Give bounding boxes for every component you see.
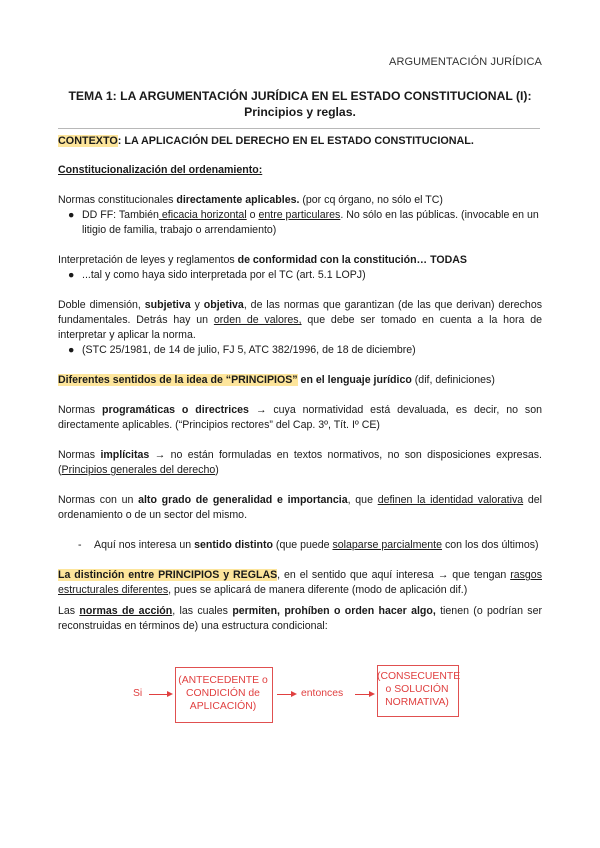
- text-run-bold: subjetiva: [144, 299, 191, 311]
- text-run-underline: entre particulares: [258, 209, 341, 221]
- text-run-bold: de conformidad con la constitución… TODAS: [237, 254, 467, 266]
- list-item: [68, 208, 542, 238]
- consecuente-line-2: o SOLUCIÓN: [385, 684, 449, 695]
- text-run-bold-underline: normas de acción: [79, 605, 173, 617]
- bullet-dot-icon: ●: [68, 209, 75, 221]
- constitucionalizacion-heading: Constitucionalización del ordenamiento:: [58, 164, 263, 176]
- text-run: con los dos últimos): [442, 539, 539, 551]
- text-run: del ordenamiento o de un sector del mismo.: [58, 494, 543, 521]
- paragraph-generalidad: [58, 493, 542, 523]
- paragraph-distincion: [58, 568, 542, 598]
- document-title: [40, 88, 560, 120]
- consecuente-line-1: (CONSECUENTE: [377, 671, 461, 682]
- text-run: tienen (o podrían ser reconstruidas en términos de) una estructura condicional:: [58, 605, 542, 632]
- text-run-underline: Principios generales del derecho: [61, 464, 216, 476]
- dash-mark: -: [78, 539, 82, 551]
- text-run: Normas constitucionales: [58, 194, 177, 206]
- arrow-si-line: [149, 694, 167, 695]
- text-run: Interpretación de leyes y reglamentos: [58, 254, 238, 266]
- paragraph-aplicables: [58, 193, 542, 208]
- text-run: → no están formuladas en textos normativos, no son disposiciones expresas. (: [58, 449, 543, 476]
- text-run-bold: directamente aplicables.: [176, 194, 300, 206]
- text-run-highlight: La distinción entre PRINCIPIOS y REGLAS: [58, 569, 278, 581]
- text-run-bold: sentido distinto: [194, 539, 273, 551]
- antecedente-line-3: APLICACIÓN): [189, 701, 257, 712]
- bullet-list-stc: [58, 343, 542, 358]
- arrow-entonces-head-icon: [369, 691, 375, 697]
- text-run: Las: [58, 605, 80, 617]
- running-header: ARGUMENTACIÓN JURÍDICA: [389, 56, 542, 68]
- document-body: [58, 134, 542, 634]
- contexto-heading: [58, 134, 542, 149]
- list-item: [68, 343, 542, 358]
- arrow-si-head-icon: [167, 691, 173, 697]
- text-run: que debe ser tomado en cuenta a la hora de interpretar y aplicar la norma.: [58, 314, 543, 341]
- text-run-underline: orden de valores,: [213, 314, 302, 326]
- title-divider: [58, 128, 540, 129]
- text-run: → cuya normatividad está devaluada, es decir, no son directamente aplicables. (“Principios rectores” del Cap. 3º, Tít. Iº CE): [58, 404, 542, 431]
- text-run: , de las normas que garantizan (de las que derivan) derechos fundamentales. Detrás hay un: [58, 299, 543, 326]
- paragraph-interpretacion: [58, 253, 542, 268]
- arrow-entonces-line: [355, 694, 369, 695]
- text-run: Normas: [58, 449, 101, 461]
- text-run: ...tal y como haya sido interpretada por el TC (art. 5.1 LOPJ): [82, 269, 366, 281]
- text-run: ): [215, 464, 219, 476]
- contexto-text: : LA APLICACIÓN DEL DERECHO EN EL ESTADO CONSTITUCIONAL.: [117, 135, 474, 147]
- title-line-2: Principios y reglas.: [244, 105, 356, 119]
- text-run-bold: programáticas o directrices: [102, 404, 249, 416]
- paragraph-doble-dimension: [58, 298, 542, 343]
- text-run: Normas: [58, 404, 102, 416]
- contexto-label: CONTEXTO: [58, 135, 118, 147]
- bullet-list-tc: [58, 268, 542, 283]
- text-run-bold: en el lenguaje jurídico: [297, 374, 412, 386]
- text-run: , en el sentido que aquí interesa → que tengan: [277, 569, 511, 581]
- text-run: DD FF: También: [82, 209, 159, 221]
- antecedente-line-1: (ANTECEDENTE o: [178, 675, 268, 686]
- text-run-highlight: Diferentes sentidos de la idea de “PRINCIPIOS”: [58, 374, 298, 386]
- diagram-entonces-label: entonces: [301, 688, 344, 699]
- text-run: , pues se aplicará de manera diferente (modo de aplicación dif.): [168, 584, 468, 596]
- text-run-bold: objetiva: [203, 299, 244, 311]
- arrow-mid-head-icon: [291, 691, 297, 697]
- list-item: [68, 268, 542, 283]
- conditional-structure-diagram: [125, 663, 475, 725]
- text-run-underline: eficacia horizontal: [158, 209, 247, 221]
- diagram-si-label: Si: [133, 688, 143, 699]
- text-run-underline: definen la identidad valorativa: [377, 494, 524, 506]
- text-run-bold: implícitas: [100, 449, 150, 461]
- text-run: (dif, definiciones): [411, 374, 495, 386]
- consecuente-text: [377, 670, 461, 709]
- sentidos-heading: [58, 373, 542, 388]
- text-run: , las cuales: [172, 605, 233, 617]
- bullet-dot-icon: ●: [68, 344, 75, 356]
- text-run: o: [246, 209, 259, 221]
- text-run-underline: solaparse parcialmente: [332, 539, 443, 551]
- text-run: Normas con un: [58, 494, 139, 506]
- text-run: (que puede: [272, 539, 333, 551]
- antecedente-line-2: CONDICIÓN de: [186, 688, 260, 699]
- text-run: (STC 25/1981, de 14 de julio, FJ 5, ATC 382/1996, de 18 de diciembre): [82, 344, 416, 356]
- paragraph-normas-accion: [58, 604, 542, 634]
- consecuente-line-3: NORMATIVA): [385, 697, 449, 708]
- arrow-mid-line: [277, 694, 291, 695]
- text-run: (por cq órgano, no sólo el TC): [299, 194, 443, 206]
- paragraph-programaticas: [58, 403, 542, 433]
- bullet-list-ddff: [58, 208, 542, 238]
- text-run-bold: permiten, prohíben o orden hacer algo,: [232, 605, 436, 617]
- text-run: Aquí nos interesa un: [94, 539, 195, 551]
- text-run: Doble dimensión,: [58, 299, 145, 311]
- text-run-underline: rasgos estructurales diferentes: [58, 569, 542, 596]
- dash-item-sentido-distinto: [58, 538, 542, 553]
- bullet-dot-icon: ●: [68, 269, 75, 281]
- title-line-1: TEMA 1: LA ARGUMENTACIÓN JURÍDICA EN EL ESTADO CONSTITUCIONAL (I):: [68, 89, 532, 103]
- text-run-bold: alto grado de generalidad e importancia: [138, 494, 348, 506]
- paragraph-implicitas: [58, 448, 542, 478]
- text-run: y: [190, 299, 204, 311]
- text-run: , que: [347, 494, 378, 506]
- antecedente-text: [175, 674, 271, 713]
- text-run: . No sólo en las públicas. (invocable en un litigio de familia, trabajo o arrendamiento): [82, 209, 539, 236]
